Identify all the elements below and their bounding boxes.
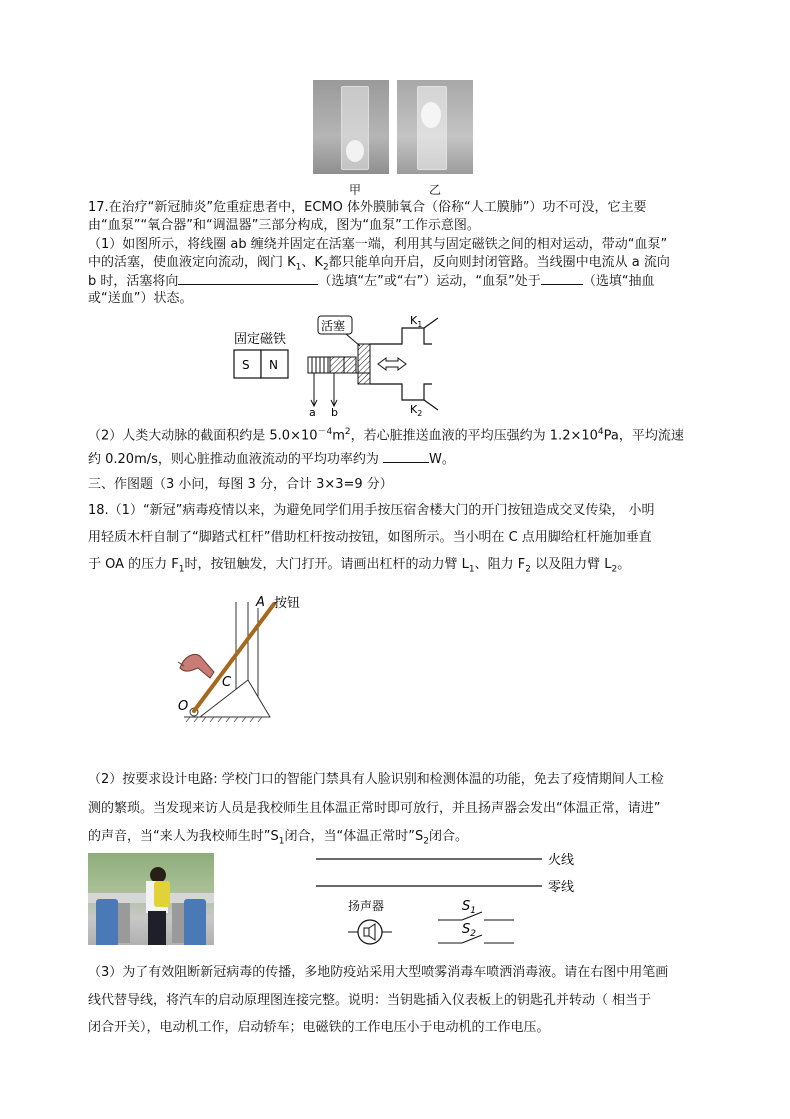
photo-label-yi: 乙 xyxy=(429,183,442,197)
svg-text:S2: $S_2$ xyxy=(462,922,476,939)
answer-blank-state[interactable] xyxy=(541,271,583,285)
svg-text:S1: $S_1$ xyxy=(462,899,476,916)
door-circuit-diagram xyxy=(312,848,592,954)
q18-p2-line1: （2）按要求设计电路: 学校门口的智能门禁具有人脸识别和检测体温的功能，免去了疫情期间人工检 xyxy=(88,772,664,787)
q18-p2-line3: 的声音，当“来人为我校师生时$”S_1$闭合，当“体温正常时$”S_2$闭合。 xyxy=(88,829,468,847)
foot-icon xyxy=(180,655,214,679)
q17-p1-line3: b 时，活塞将向 （选填“左”或“右”）运动，“血泵”处于 （选填“抽血 xyxy=(88,271,655,291)
magnet-n-pole: N xyxy=(269,358,278,372)
terminal-b-label: b xyxy=(331,406,338,418)
q17-p1-line2: 中的活塞，使血液定向流动，阀门 $K_1$、$K_2$都只能单向开启，反向则封闭管路。当线圈中电流从 a 流向 xyxy=(88,255,670,273)
q18-line2: 用轻质木杆自制了“脚踏式杠杆”借助杠杆按动按钮，如图所示。当小明在 C 点用脚给杠杆施加垂直 xyxy=(88,530,652,545)
q17-line2: 由“血泵”“氧合器”和“调温器”三部分构成，图为“血泵”工作示意图。 xyxy=(88,218,480,233)
q18-p2-line2: 测的繁琐。当发现来访人员是我校师生且体温正常时即可放行，并且扬声器会发出“体温正常，请进” xyxy=(88,801,661,816)
photo-label-jia: 甲 xyxy=(349,183,362,197)
gate-photo xyxy=(88,853,214,945)
q18-line3: 于 OA 的压力 $F_1$时，按钮触发，大门打开。请画出杠杆的动力臂 $L_1$、阻力 $F_2$ 以及阻力臂 $L_2$。 xyxy=(88,557,631,575)
fixed-magnet-label: 固定磁铁 xyxy=(234,332,287,347)
speaker-icon xyxy=(348,920,392,944)
blood-pump-diagram xyxy=(228,310,446,418)
q18-p3-line3: 闭合开关），电动机工作，启动轿车；电磁铁的工作电压小于电动机的工作电压。 xyxy=(88,1020,550,1035)
valve-k1-label: $K_1$ xyxy=(410,314,423,329)
photo-jia xyxy=(313,80,389,174)
photo-yi xyxy=(397,80,473,174)
q17-p1-line1: （1）如图所示，将线圈 ab 缠绕并固定在活塞一端，利用其与固定磁铁之间的相对运动，带动“血泵” xyxy=(88,237,668,252)
q18-p3-line2: 线代替导线，将汽车的启动原理图连接完整。说明：当钥匙插入仪表板上的钥匙孔并转动（ 相当于 xyxy=(88,993,652,1008)
q17-p2-line1: （2）人类大动脉的截面积约是 $5.0\times 10^{-4}m^2$，若心脏推送血液的平均压强约为 $1.2\times 10^4Pa$，平均流速 xyxy=(88,427,684,444)
q17-p1-line4: 或“送血”）状态。 xyxy=(88,291,193,306)
answer-blank-direction[interactable] xyxy=(178,271,318,285)
point-c-label: C xyxy=(222,675,232,690)
magnet-s-pole: S xyxy=(242,358,250,372)
switch-s2 xyxy=(438,922,514,943)
switch-s1 xyxy=(438,899,514,920)
section-3-title: 三、作图题（3 小问，每图 3 分，合计 3×3=9 分） xyxy=(88,477,393,492)
coil xyxy=(308,357,356,373)
q18-p3-line1: （3）为了有效阻断新冠病毒的传播，多地防疫站采用大型喷雾消毒车喷洒消毒液。请在右图中用笔画 xyxy=(88,965,669,980)
live-wire-label: 火线 xyxy=(548,853,575,868)
speaker-label: 扬声器 xyxy=(348,899,385,913)
q18-line1: 18.（1）“新冠”病毒疫情以来，为避免同学们用手按压宿舍楼大门的开门按钮造成交叉传染， 小明 xyxy=(88,503,655,518)
button-label: 按钮 xyxy=(274,596,301,611)
valve-k2-label: $K_2$ xyxy=(410,403,423,418)
q17-p2-line2: 约 0.20m/s，则心脏推动血液流动的平均功率约为 W。 xyxy=(88,449,455,469)
point-a-label: A xyxy=(256,595,265,610)
terminal-a-label: a xyxy=(309,406,316,418)
neutral-wire-label: 零线 xyxy=(548,880,575,895)
lever-diagram xyxy=(170,590,320,730)
pivot-o-label: O xyxy=(178,699,189,714)
double-arrow-icon xyxy=(378,358,406,370)
q17-line1: 17.在治疗“新冠肺炎”危重症患者中，ECMO 体外膜肺氧合（俗称“人工膜肺”）功不可没，它主要 xyxy=(88,200,647,215)
piston-label: 活塞 xyxy=(321,319,346,333)
answer-blank-power[interactable] xyxy=(383,449,429,463)
